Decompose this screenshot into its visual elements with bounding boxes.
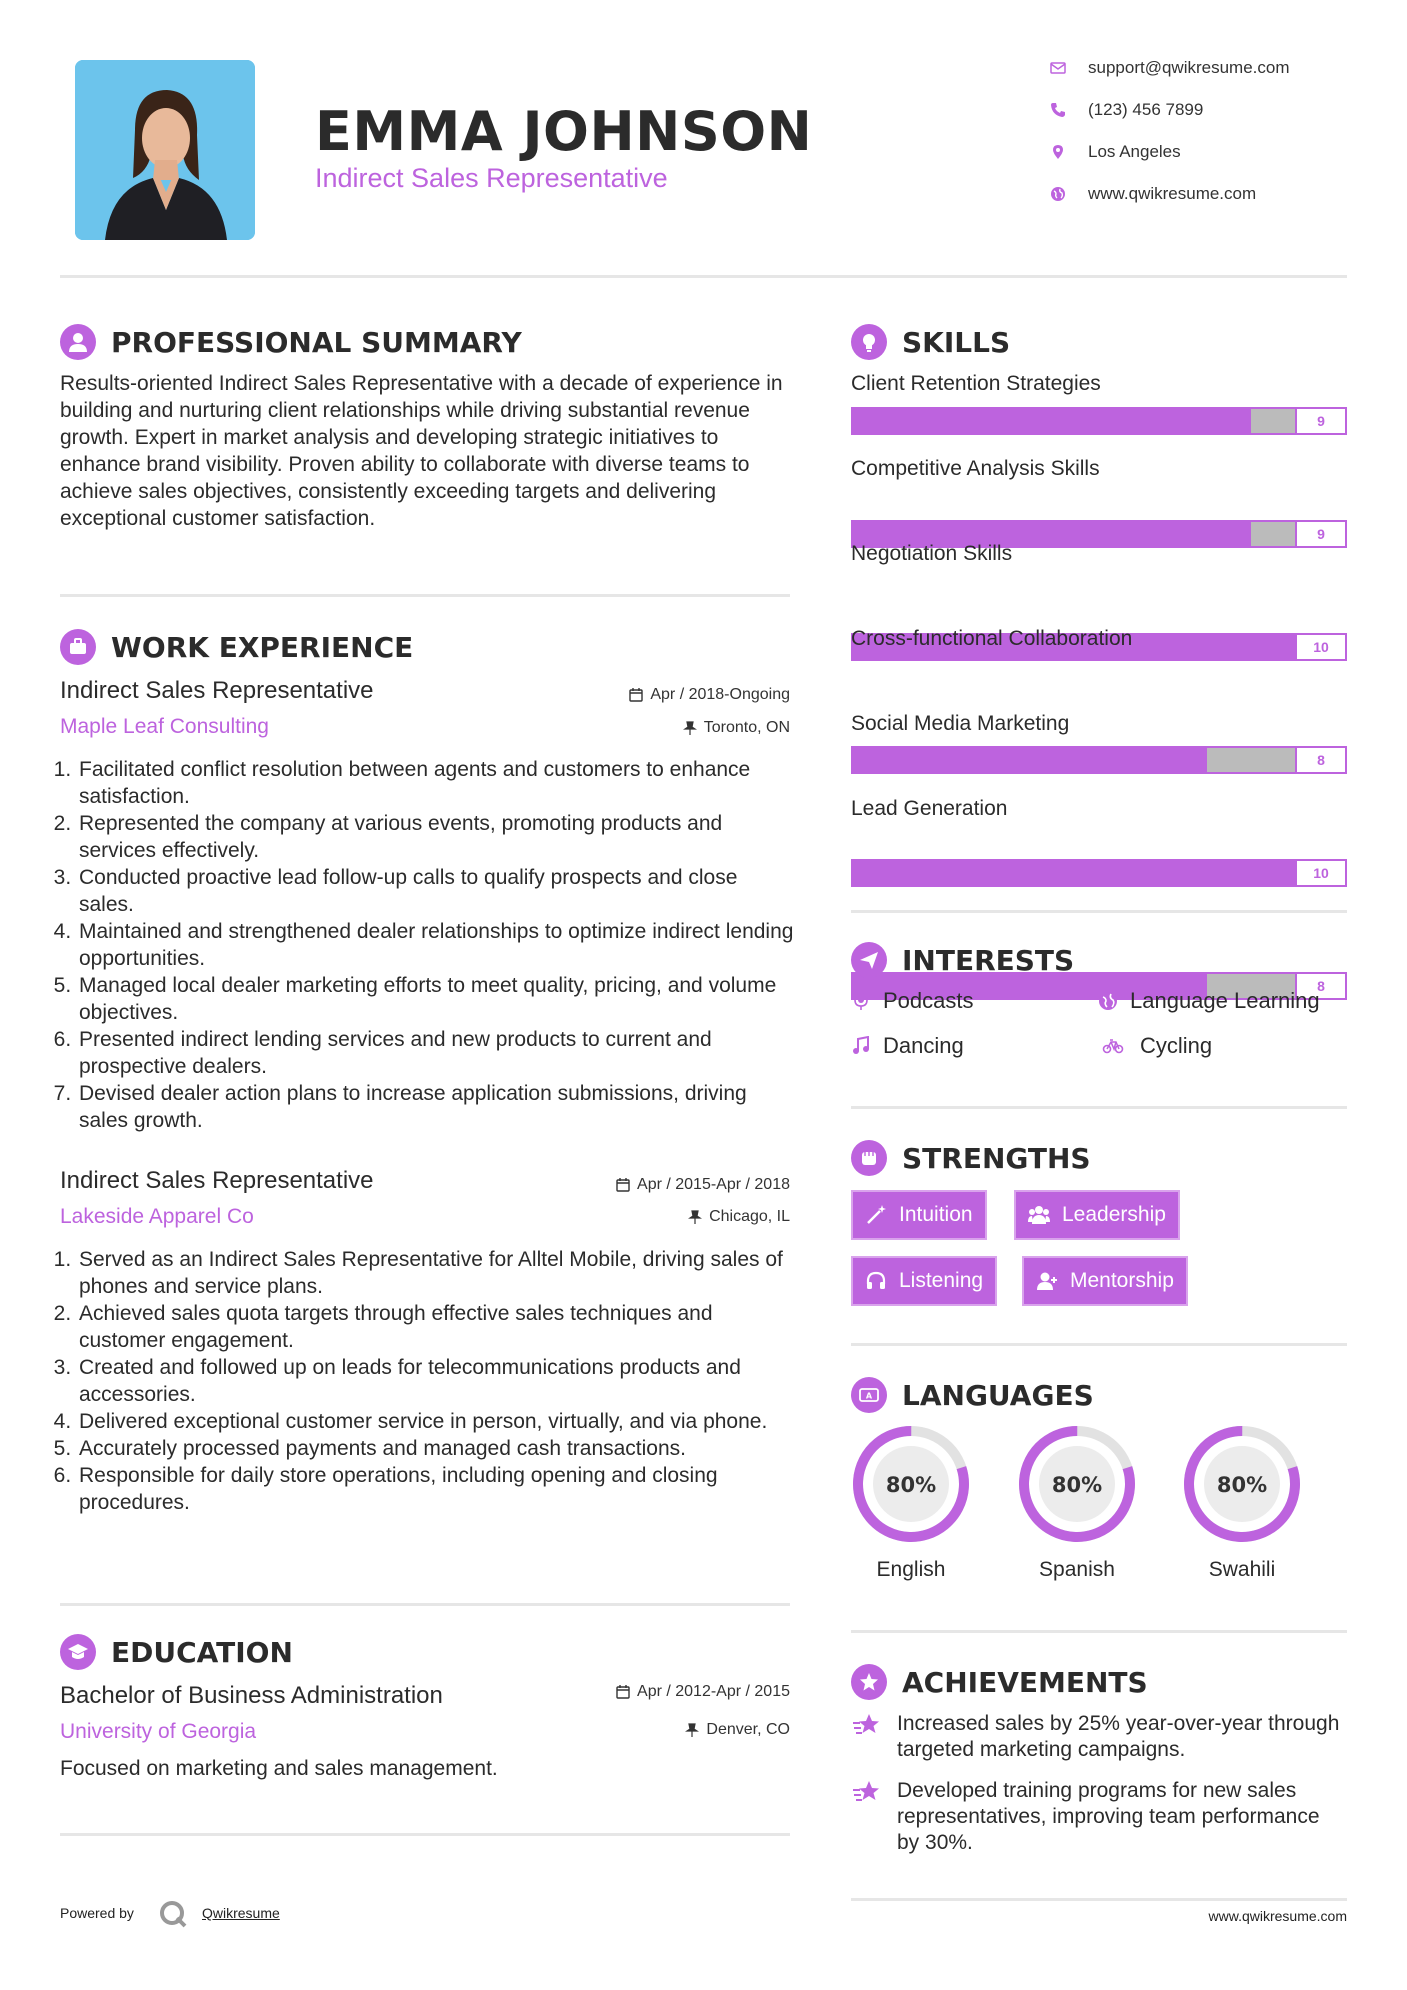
strength-tag: Leadership	[1014, 1190, 1180, 1240]
lightbulb-icon	[851, 324, 887, 360]
interests-divider	[851, 1106, 1347, 1109]
language-label: Swahili	[1208, 1558, 1276, 1581]
list-item: 2. Achieved sales quota targets through effective sales techniques and customer engagement.	[77, 1300, 797, 1354]
list-item: 5. Managed local dealer marketing efforts to meet quality, pricing, and volume objectives.	[77, 972, 797, 1026]
list-item: 6. Responsible for daily store operations, including opening and closing procedures.	[77, 1462, 797, 1516]
job-location: Toronto, ON	[560, 719, 790, 737]
job-duties-list	[57, 756, 797, 1134]
skill-label: Lead Generation	[851, 797, 1008, 820]
contact-phone[interactable]	[1050, 100, 1203, 120]
brand-link[interactable]: Qwikresume	[202, 1905, 280, 1921]
contact-website[interactable]	[1050, 184, 1256, 204]
job-dates: Apr / 2015-Apr / 2018	[560, 1176, 790, 1194]
list-item: 5. Accurately processed payments and managed cash transactions.	[77, 1435, 797, 1462]
list-item: 7. Devised dealer action plans to increase application submissions, driving sales growth.	[77, 1080, 797, 1134]
job-title: Indirect Sales Representative	[60, 677, 374, 704]
contact-website-text: www.qwikresume.com	[1088, 184, 1257, 203]
strength-tag: Listening	[851, 1256, 997, 1306]
interest-item: Cycling	[1098, 1033, 1212, 1059]
globe-icon	[1050, 186, 1066, 202]
list-item: 6. Presented indirect lending services and new products to current and prospective dealers.	[77, 1026, 797, 1080]
user-icon	[60, 324, 96, 360]
list-item: 4. Maintained and strengthened dealer relationships to optimize indirect lending opportunities.	[77, 918, 797, 972]
list-item: 3. Created and followed up on leads for telecommunications products and accessories.	[77, 1354, 797, 1408]
strength-tag: Intuition	[851, 1190, 987, 1240]
skill-value: 10	[1295, 635, 1345, 659]
languages-divider	[851, 1630, 1347, 1633]
skill-bar-fill	[853, 748, 1207, 772]
interest-item: Dancing	[851, 1033, 964, 1059]
list-item: 2. Represented the company at various events, promoting products and services effectively.	[77, 810, 797, 864]
achievements-heading: ACHIEVEMENTS	[902, 1666, 1148, 1699]
list-item: 4. Delivered exceptional customer service in person, virtually, and via phone.	[77, 1408, 797, 1435]
language-percent: 80%	[885, 1473, 937, 1497]
job-company: Lakeside Apparel Co	[60, 1205, 254, 1228]
candidate-name: EMMA JOHNSON	[315, 100, 813, 163]
education-divider	[60, 1833, 790, 1836]
job-duties-list	[57, 1246, 797, 1516]
list-item: 3. Conducted proactive lead follow-up calls to qualify prospects and close sales.	[77, 864, 797, 918]
interest-item: Podcasts	[851, 988, 974, 1014]
header-divider	[60, 275, 1347, 278]
user-plus-icon	[1036, 1270, 1058, 1292]
experience-heading: WORK EXPERIENCE	[111, 631, 414, 664]
interest-item: Language Learning	[1098, 988, 1320, 1014]
microphone-icon	[851, 991, 871, 1011]
envelope-icon	[1050, 60, 1066, 76]
phone-icon	[1050, 102, 1066, 118]
education-dates: Apr / 2012-Apr / 2015	[560, 1683, 790, 1701]
languages-heading: LANGUAGES	[902, 1379, 1094, 1412]
contact-location-text: Los Angeles	[1088, 142, 1181, 161]
skill-label: Social Media Marketing	[851, 712, 1070, 735]
svg-text:A: A	[865, 1391, 873, 1401]
achievement-item: Developed training programs for new sales representatives, improving team performance by 30%.	[851, 1778, 1347, 1856]
magic-wand-icon	[865, 1204, 887, 1226]
music-note-icon	[851, 1036, 871, 1056]
powered-by-label: Powered by	[60, 1905, 134, 1921]
users-icon	[1028, 1204, 1050, 1226]
skill-bar-fill	[853, 409, 1251, 433]
paper-plane-icon	[851, 942, 887, 978]
skill-bar	[851, 859, 1347, 887]
skill-label: Negotiation Skills	[851, 542, 1013, 565]
education-location: Denver, CO	[560, 1721, 790, 1739]
summary-text: Results-oriented Indirect Sales Representative with a decade of experience in building and nurturing client relationships while driving substantial revenue growth. Expert in market analysis and developing strategic initiatives to enhance brand visibility. Proven ability to collaborate with diverse teams to achieve sales objectives, consistently exceeding targets and delivering exceptional customer satisfaction.	[60, 372, 783, 530]
briefcase-icon	[60, 629, 96, 665]
skill-value: 9	[1295, 409, 1345, 433]
footer-url[interactable]: www.qwikresume.com	[1208, 1908, 1347, 1924]
skill-bar	[851, 746, 1347, 774]
skill-label: Client Retention Strategies	[851, 372, 1101, 395]
skills-divider	[851, 910, 1347, 913]
skill-value: 8	[1295, 748, 1345, 772]
profile-photo	[75, 60, 255, 240]
strength-tag: Mentorship	[1022, 1256, 1188, 1306]
experience-divider	[60, 1603, 790, 1606]
language-icon	[851, 1377, 887, 1413]
map-pin-icon	[1050, 144, 1066, 160]
skill-label: Cross-functional Collaboration	[851, 627, 1133, 650]
qwikresume-logo-icon	[158, 1899, 188, 1934]
job-company: Maple Leaf Consulting	[60, 715, 269, 738]
fist-icon	[851, 1140, 887, 1176]
job-dates: Apr / 2018-Ongoing	[560, 686, 790, 704]
language-percent: 80%	[1051, 1473, 1103, 1497]
shooting-star-icon	[851, 1778, 883, 1806]
job-location: Chicago, IL	[560, 1208, 790, 1226]
skill-value: 8	[1295, 974, 1345, 998]
pushpin-icon	[685, 1723, 699, 1737]
skill-label: Competitive Analysis Skills	[851, 457, 1100, 480]
language-percent: 80%	[1216, 1473, 1268, 1497]
contact-email-text: support@qwikresume.com	[1088, 58, 1290, 77]
pushpin-icon	[688, 1210, 702, 1224]
language-ring	[1016, 1423, 1138, 1550]
achievements-divider	[851, 1898, 1347, 1901]
education-heading: EDUCATION	[111, 1636, 293, 1669]
skill-value: 9	[1295, 522, 1345, 546]
school-name: University of Georgia	[60, 1720, 257, 1743]
calendar-icon	[629, 688, 643, 702]
language-label: Spanish	[1039, 1558, 1115, 1581]
contact-email[interactable]	[1050, 58, 1290, 78]
shooting-star-icon	[851, 1711, 883, 1739]
language-ring	[850, 1423, 972, 1550]
interests-heading: INTERESTS	[902, 944, 1075, 977]
skill-bar	[851, 407, 1347, 435]
language-label: English	[876, 1558, 946, 1581]
headphones-icon	[865, 1270, 887, 1292]
contact-phone-text: (123) 456 7899	[1088, 100, 1204, 119]
strengths-divider	[851, 1343, 1347, 1346]
graduation-cap-icon	[60, 1634, 96, 1670]
list-item: 1. Served as an Indirect Sales Representative for Alltel Mobile, driving sales of phones and service plans.	[77, 1246, 797, 1300]
bicycle-icon	[1098, 1036, 1128, 1056]
job-title: Indirect Sales Representative	[60, 1167, 374, 1194]
calendar-icon	[616, 1685, 630, 1699]
skill-value: 10	[1295, 861, 1345, 885]
language-ring	[1181, 1423, 1303, 1550]
skills-heading: SKILLS	[902, 326, 1011, 359]
strengths-heading: STRENGTHS	[902, 1142, 1091, 1175]
star-badge-icon	[851, 1664, 887, 1700]
education-description: Focused on marketing and sales management.	[60, 1757, 498, 1780]
globe-icon	[1098, 991, 1118, 1011]
pushpin-icon	[683, 721, 697, 735]
list-item: 1. Facilitated conflict resolution between agents and customers to enhance satisfaction.	[77, 756, 797, 810]
calendar-icon	[616, 1178, 630, 1192]
summary-heading: PROFESSIONAL SUMMARY	[111, 326, 522, 359]
skill-bar-fill	[853, 861, 1295, 885]
contact-location	[1050, 142, 1181, 162]
achievement-item: Increased sales by 25% year-over-year through targeted marketing campaigns.	[851, 1711, 1347, 1763]
candidate-title: Indirect Sales Representative	[315, 163, 668, 193]
summary-divider	[60, 594, 790, 597]
degree-title: Bachelor of Business Administration	[60, 1682, 443, 1709]
